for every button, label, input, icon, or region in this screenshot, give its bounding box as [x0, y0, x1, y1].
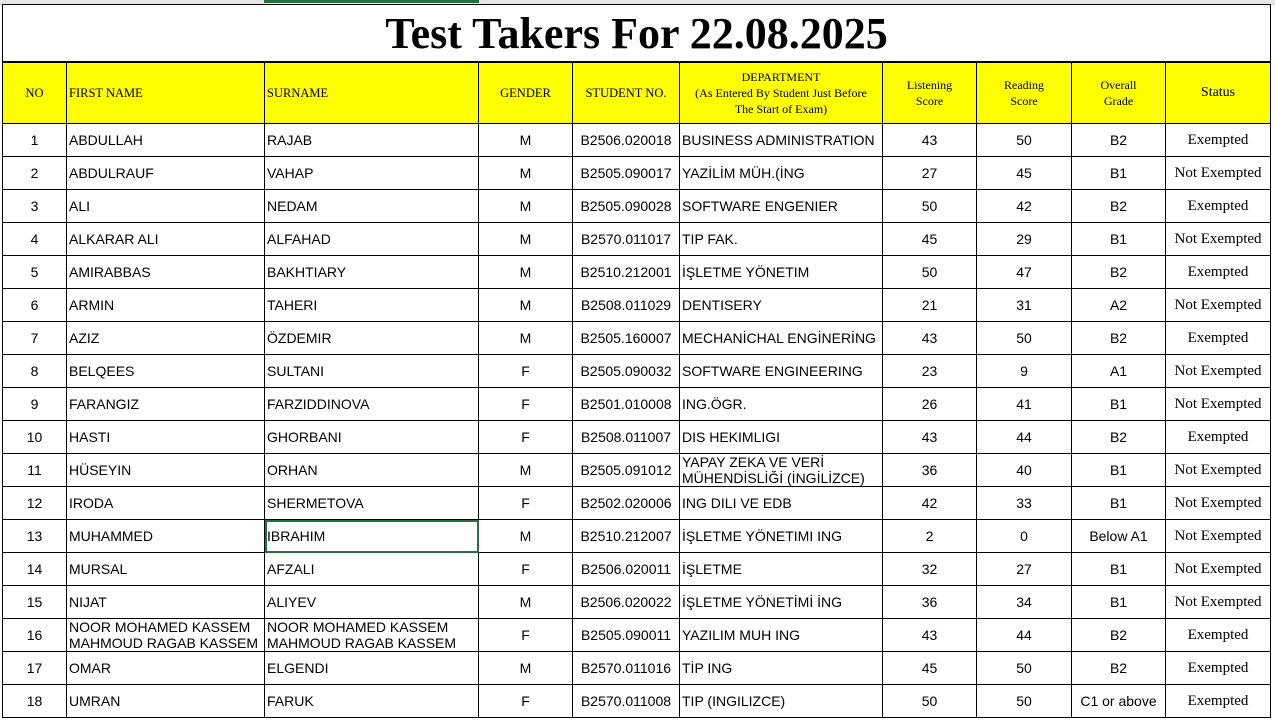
header-department-line1: DEPARTMENT [741, 70, 821, 84]
cell-overall-grade[interactable]: B2 [1072, 322, 1166, 355]
header-status[interactable]: Status [1166, 62, 1271, 124]
cell-department[interactable]: İŞLETME YÖNETIMI ING [680, 520, 883, 553]
table-row [3, 553, 1271, 586]
cell-gender[interactable]: F [479, 685, 573, 718]
cell-surname[interactable]: RAJAB [265, 124, 479, 157]
cell-reading-score[interactable]: 40 [977, 454, 1072, 487]
header-department-line3: The Start of Exam) [734, 102, 828, 116]
cell-surname[interactable]: ELGENDI [265, 652, 479, 685]
cell-department[interactable]: TIP (INGILIZCE) [680, 685, 883, 718]
cell-surname[interactable]: SHERMETOVA [265, 487, 479, 520]
cell-reading-score[interactable]: 44 [977, 421, 1072, 454]
cell-gender[interactable]: M [479, 454, 573, 487]
cell-listening-score[interactable]: 43 [883, 322, 977, 355]
cell-student-no[interactable]: B2505.090032 [573, 355, 680, 388]
cell-first-name[interactable]: ALKARAR ALI [67, 223, 265, 256]
cell-surname-line1: NOOR MOHAMED KASSEM [267, 619, 449, 635]
cell-gender[interactable]: M [479, 652, 573, 685]
cell-listening-score[interactable]: 23 [883, 355, 977, 388]
cell-listening-score[interactable]: 43 [883, 124, 977, 157]
cell-status[interactable]: Exempted [1166, 619, 1271, 652]
cell-listening-score[interactable]: 45 [883, 652, 977, 685]
cell-overall-grade[interactable]: B1 [1072, 586, 1166, 619]
cell-department[interactable]: İŞLETME [680, 553, 883, 586]
cell-overall-grade[interactable]: B2 [1072, 421, 1166, 454]
cell-department[interactable]: YAZILIM MUH ING [680, 619, 883, 652]
cell-overall-grade[interactable]: B1 [1072, 487, 1166, 520]
cell-first-name[interactable]: ABDULLAH [67, 124, 265, 157]
cell-overall-grade[interactable]: A1 [1072, 355, 1166, 388]
cell-reading-score[interactable]: 50 [977, 322, 1072, 355]
cell-first-name[interactable]: FARANGIZ [67, 388, 265, 421]
header-no[interactable]: NO [3, 62, 67, 124]
cell-status[interactable]: Not Exempted [1166, 388, 1271, 421]
cell-overall-grade[interactable]: B2 [1072, 190, 1166, 223]
cell-gender[interactable]: F [479, 421, 573, 454]
header-student-no[interactable]: STUDENT NO. [573, 62, 680, 124]
cell-student-no[interactable]: B2508.011029 [573, 289, 680, 322]
cell-listening-score[interactable]: 43 [883, 619, 977, 652]
cell-department-line2: MÜHENDİSLİĞİ (İNGİLİZCE) [682, 470, 865, 486]
cell-department[interactable]: SOFTWARE ENGENIER [680, 190, 883, 223]
cell-listening-score[interactable]: 45 [883, 223, 977, 256]
cell-surname[interactable]: ÖZDEMIR [265, 322, 479, 355]
cell-department[interactable]: DENTISERY [680, 289, 883, 322]
cell-reading-score[interactable]: 9 [977, 355, 1072, 388]
header-listening-line1: Listening [906, 78, 953, 92]
cell-department[interactable]: YAZİLİM MÜH.(İNG [680, 157, 883, 190]
cell-first-name[interactable]: ARMIN [67, 289, 265, 322]
cell-first-name[interactable]: HÜSEYIN [67, 454, 265, 487]
cell-department[interactable]: DIS HEKIMLIGI [680, 421, 883, 454]
cell-first-name[interactable]: MURSAL [67, 553, 265, 586]
cell-first-name-line1: NOOR MOHAMED KASSEM [69, 619, 251, 635]
cell-surname[interactable]: FARZIDDINOVA [265, 388, 479, 421]
cell-first-name[interactable]: ALI [67, 190, 265, 223]
cell-first-name[interactable]: AMIRABBAS [67, 256, 265, 289]
cell-overall-grade[interactable]: B2 [1072, 652, 1166, 685]
cell-overall-grade[interactable]: B2 [1072, 256, 1166, 289]
cell-no[interactable]: 16 [3, 619, 67, 652]
table-row [3, 124, 1271, 157]
table-row [3, 421, 1271, 454]
cell-listening-score[interactable]: 32 [883, 553, 977, 586]
cell-student-no[interactable]: B2506.020011 [573, 553, 680, 586]
cell-no[interactable]: 5 [3, 256, 67, 289]
cell-department[interactable]: TİP ING [680, 652, 883, 685]
cell-no[interactable]: 8 [3, 355, 67, 388]
table-row [3, 355, 1271, 388]
cell-surname[interactable]: ORHAN [265, 454, 479, 487]
table-row [3, 586, 1271, 619]
cell-surname[interactable]: AFZALI [265, 553, 479, 586]
cell-status[interactable]: Not Exempted [1166, 586, 1271, 619]
cell-overall-grade[interactable]: B1 [1072, 454, 1166, 487]
header-reading-line2: Score [1010, 94, 1038, 108]
cell-student-no[interactable]: B2505.090011 [573, 619, 680, 652]
cell-status[interactable]: Exempted [1166, 256, 1271, 289]
cell-surname[interactable]: GHORBANI [265, 421, 479, 454]
header-gender[interactable]: GENDER [479, 62, 573, 124]
cell-status[interactable]: Not Exempted [1166, 553, 1271, 586]
cell-surname[interactable]: ALIYEV [265, 586, 479, 619]
cell-department[interactable] [680, 454, 883, 487]
cell-student-no[interactable]: B2505.090028 [573, 190, 680, 223]
cell-surname[interactable]: VAHAP [265, 157, 479, 190]
cell-listening-score[interactable]: 27 [883, 157, 977, 190]
table-row [3, 520, 1271, 553]
cell-listening-score[interactable]: 42 [883, 487, 977, 520]
test-takers-table [2, 4, 1271, 718]
cell-surname[interactable]: BAKHTIARY [265, 256, 479, 289]
table-row [3, 289, 1271, 322]
cell-first-name[interactable]: NIJAT [67, 586, 265, 619]
cell-reading-score[interactable]: 31 [977, 289, 1072, 322]
cell-surname[interactable]: IBRAHIM [265, 520, 479, 553]
cell-student-no[interactable]: B2506.020018 [573, 124, 680, 157]
cell-surname[interactable]: ALFAHAD [265, 223, 479, 256]
cell-no[interactable]: 6 [3, 289, 67, 322]
table-row [3, 652, 1271, 685]
cell-listening-score[interactable]: 26 [883, 388, 977, 421]
cell-no[interactable]: 1 [3, 124, 67, 157]
cell-no[interactable]: 10 [3, 421, 67, 454]
cell-first-name-line2: MAHMOUD RAGAB KASSEM [69, 635, 259, 651]
cell-status[interactable]: Exempted [1166, 190, 1271, 223]
cell-gender[interactable]: M [479, 124, 573, 157]
cell-gender[interactable]: M [479, 157, 573, 190]
header-listening-line2: Score [915, 94, 944, 108]
cell-status[interactable]: Not Exempted [1166, 157, 1271, 190]
cell-status[interactable]: Not Exempted [1166, 520, 1271, 553]
cell-surname-line2: MAHMOUD RAGAB KASSEM [267, 635, 457, 651]
cell-reading-score[interactable]: 33 [977, 487, 1072, 520]
cell-department[interactable]: MECHANİCHAL ENGİNERİNG [680, 322, 883, 355]
cell-overall-grade[interactable]: B2 [1072, 619, 1166, 652]
table-row [3, 223, 1271, 256]
cell-reading-score[interactable]: 42 [977, 190, 1072, 223]
cell-department[interactable]: SOFTWARE ENGINEERING [680, 355, 883, 388]
header-surname[interactable]: SURNAME [265, 62, 479, 124]
cell-student-no[interactable]: B2501.010008 [573, 388, 680, 421]
cell-reading-score[interactable]: 50 [977, 652, 1072, 685]
cell-no[interactable]: 4 [3, 223, 67, 256]
cell-first-name[interactable]: MUHAMMED [67, 520, 265, 553]
cell-student-no[interactable]: B2502.020006 [573, 487, 680, 520]
cell-student-no[interactable]: B2505.091012 [573, 454, 680, 487]
header-first-name[interactable]: FIRST NAME [67, 62, 265, 124]
cell-first-name[interactable]: UMRAN [67, 685, 265, 718]
cell-status[interactable]: Not Exempted [1166, 355, 1271, 388]
table-row [3, 388, 1271, 421]
cell-status[interactable]: Exempted [1166, 421, 1271, 454]
cell-surname[interactable]: FARUK [265, 685, 479, 718]
cell-reading-score[interactable]: 27 [977, 553, 1072, 586]
cell-status[interactable]: Exempted [1166, 685, 1271, 718]
cell-no[interactable]: 9 [3, 388, 67, 421]
cell-student-no[interactable]: B2570.011016 [573, 652, 680, 685]
cell-gender[interactable]: M [479, 223, 573, 256]
cell-listening-score[interactable]: 50 [883, 685, 977, 718]
cell-department[interactable]: TIP FAK. [680, 223, 883, 256]
sheet-title[interactable]: Test Takers For 22.08.2025 [3, 5, 1271, 63]
cell-overall-grade[interactable]: B2 [1072, 124, 1166, 157]
cell-no[interactable]: 12 [3, 487, 67, 520]
cell-gender[interactable]: M [479, 256, 573, 289]
cell-surname[interactable]: TAHERI [265, 289, 479, 322]
header-reading-line1: Reading [1004, 78, 1044, 92]
cell-status[interactable]: Exempted [1166, 124, 1271, 157]
cell-gender[interactable]: M [479, 190, 573, 223]
cell-listening-score[interactable]: 2 [883, 520, 977, 553]
cell-first-name[interactable]: IRODA [67, 487, 265, 520]
cell-student-no[interactable]: B2505.160007 [573, 322, 680, 355]
header-overall-line2: Grade [1103, 94, 1134, 108]
cell-department[interactable]: ING.ÖGR. [680, 388, 883, 421]
cell-gender[interactable]: F [479, 553, 573, 586]
cell-first-name[interactable]: BELQEES [67, 355, 265, 388]
cell-reading-score[interactable]: 44 [977, 619, 1072, 652]
cell-gender[interactable]: F [479, 388, 573, 421]
cell-student-no[interactable]: B2570.011017 [573, 223, 680, 256]
table-row [3, 157, 1271, 190]
table-row [3, 454, 1271, 487]
table-row [3, 322, 1271, 355]
cell-listening-score[interactable]: 36 [883, 454, 977, 487]
cell-reading-score[interactable]: 41 [977, 388, 1072, 421]
cell-gender[interactable]: M [479, 322, 573, 355]
cell-reading-score[interactable]: 29 [977, 223, 1072, 256]
table-row [3, 256, 1271, 289]
cell-overall-grade[interactable]: B1 [1072, 388, 1166, 421]
cell-department[interactable]: ING DILI VE EDB [680, 487, 883, 520]
header-listening[interactable] [883, 62, 977, 124]
cell-surname[interactable]: NEDAM [265, 190, 479, 223]
cell-gender[interactable]: M [479, 586, 573, 619]
cell-student-no[interactable]: B2510.212007 [573, 520, 680, 553]
cell-listening-score[interactable]: 50 [883, 256, 977, 289]
cell-status[interactable]: Not Exempted [1166, 223, 1271, 256]
cell-department[interactable]: İŞLETME YÖNETİMİ İNG [680, 586, 883, 619]
cell-department-line1: YAPAY ZEKA VE VERİ [682, 454, 825, 470]
cell-status[interactable]: Not Exempted [1166, 289, 1271, 322]
table-row [3, 685, 1271, 718]
header-reading[interactable] [977, 62, 1072, 124]
cell-gender[interactable]: M [479, 289, 573, 322]
cell-no[interactable]: 18 [3, 685, 67, 718]
cell-listening-score[interactable]: 21 [883, 289, 977, 322]
cell-student-no[interactable]: B2510.212001 [573, 256, 680, 289]
cell-status[interactable]: Not Exempted [1166, 454, 1271, 487]
cell-no[interactable]: 7 [3, 322, 67, 355]
cell-no[interactable]: 17 [3, 652, 67, 685]
cell-overall-grade[interactable]: C1 or above [1072, 685, 1166, 718]
table-row [3, 190, 1271, 223]
cell-status[interactable]: Exempted [1166, 652, 1271, 685]
cell-student-no[interactable]: B2505.090017 [573, 157, 680, 190]
cell-overall-grade[interactable]: A2 [1072, 289, 1166, 322]
header-row [3, 62, 1271, 124]
cell-listening-score[interactable]: 43 [883, 421, 977, 454]
cell-no[interactable]: 14 [3, 553, 67, 586]
cell-reading-score[interactable]: 0 [977, 520, 1072, 553]
cell-reading-score[interactable]: 45 [977, 157, 1072, 190]
cell-first-name[interactable]: HASTI [67, 421, 265, 454]
cell-overall-grade[interactable]: B1 [1072, 553, 1166, 586]
cell-status[interactable]: Exempted [1166, 322, 1271, 355]
cell-listening-score[interactable]: 50 [883, 190, 977, 223]
header-overall-grade[interactable] [1072, 62, 1166, 124]
cell-no[interactable]: 11 [3, 454, 67, 487]
table-row [3, 487, 1271, 520]
cell-gender[interactable]: M [479, 520, 573, 553]
cell-listening-score[interactable]: 36 [883, 586, 977, 619]
cell-reading-score[interactable]: 47 [977, 256, 1072, 289]
cell-reading-score[interactable]: 50 [977, 124, 1072, 157]
cell-first-name[interactable]: OMAR [67, 652, 265, 685]
cell-first-name[interactable]: ABDULRAUF [67, 157, 265, 190]
cell-student-no[interactable]: B2506.020022 [573, 586, 680, 619]
cell-student-no[interactable]: B2570.011008 [573, 685, 680, 718]
header-department-line2: (As Entered By Student Just Before [695, 86, 867, 100]
header-overall-line1: Overall [1100, 78, 1137, 92]
cell-department[interactable]: İŞLETME YÖNETIM [680, 256, 883, 289]
cell-reading-score[interactable]: 34 [977, 586, 1072, 619]
cell-gender[interactable]: F [479, 619, 573, 652]
header-department[interactable] [680, 62, 883, 124]
cell-reading-score[interactable]: 50 [977, 685, 1072, 718]
table-row [3, 619, 1271, 652]
cell-overall-grade[interactable]: B1 [1072, 223, 1166, 256]
cell-gender[interactable]: F [479, 355, 573, 388]
cell-gender[interactable]: F [479, 487, 573, 520]
cell-first-name[interactable]: AZIZ [67, 322, 265, 355]
cell-student-no[interactable]: B2508.011007 [573, 421, 680, 454]
cell-surname[interactable] [265, 619, 479, 652]
cell-surname[interactable]: SULTANI [265, 355, 479, 388]
cell-no[interactable]: 13 [3, 520, 67, 553]
cell-first-name[interactable] [67, 619, 265, 652]
selected-column-indicator [264, 0, 479, 3]
cell-no[interactable]: 3 [3, 190, 67, 223]
cell-overall-grade[interactable]: Below A1 [1072, 520, 1166, 553]
cell-no[interactable]: 15 [3, 586, 67, 619]
cell-status[interactable]: Not Exempted [1166, 487, 1271, 520]
cell-no[interactable]: 2 [3, 157, 67, 190]
cell-department[interactable]: BUSINESS ADMINISTRATION [680, 124, 883, 157]
cell-overall-grade[interactable]: B1 [1072, 157, 1166, 190]
